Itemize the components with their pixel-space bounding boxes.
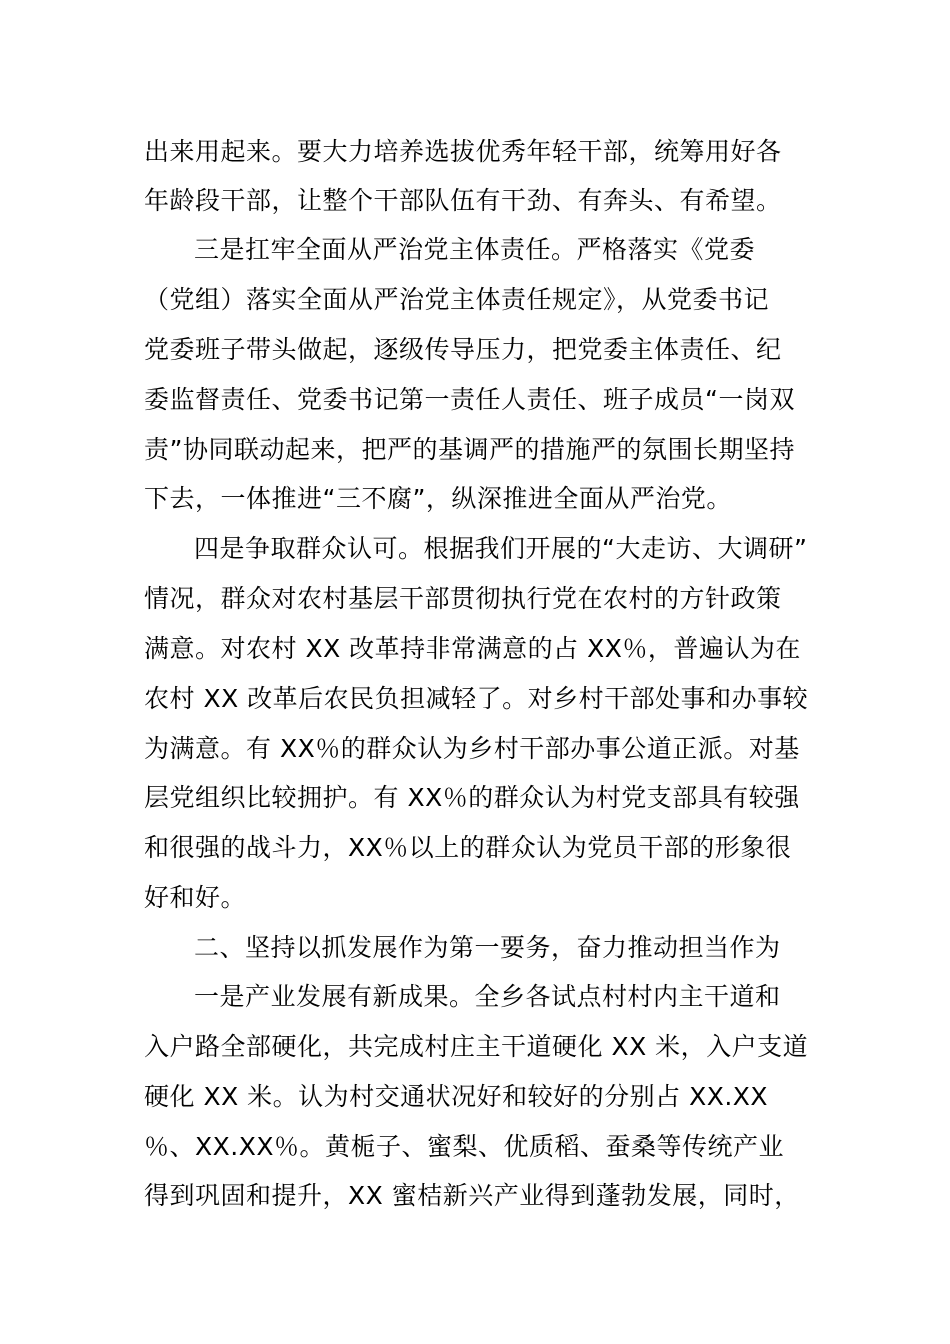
paragraph-start-line: 一是产业发展有新成果。全乡各试点村村内主干道和 xyxy=(194,982,781,1011)
section-heading: 二、坚持以抓发展作为第一要务，奋力推动担当作为 xyxy=(194,933,781,962)
text-line: 得到巩固和提升，XX 蜜桔新兴产业得到蓬勃发展，同时， xyxy=(144,1181,800,1210)
text-line: 委监督责任、党委书记第一责任人责任、班子成员“一岗双 xyxy=(144,385,795,414)
text-line: 层党组织比较拥护。有 XX％的群众认为村党支部具有较强 xyxy=(144,783,800,812)
text-line: 入户路全部硬化，共完成村庄主干道硬化 XX 米，入户支道 xyxy=(144,1032,809,1061)
text-line: 好和好。 xyxy=(144,883,247,912)
text-line: （党组）落实全面从严治党主体责任规定》，从党委书记 xyxy=(144,285,770,314)
paragraph-start-line: 四是争取群众认可。根据我们开展的“大走访、大调研” xyxy=(194,534,808,563)
text-line: 年龄段干部，让整个干部队伍有干劲、有奔头、有希望。 xyxy=(144,186,782,215)
text-line: 满意。对农村 XX 改革持非常满意的占 XX％，普遍认为在 xyxy=(144,634,801,663)
text-line: 硬化 XX 米。认为村交通状况好和较好的分别占 XX.XX xyxy=(144,1082,769,1111)
text-line: 责”协同联动起来，把严的基调严的措施严的氛围长期坚持 xyxy=(144,435,795,464)
text-line: 党委班子带头做起，逐级传导压力，把党委主体责任、纪 xyxy=(144,335,782,364)
text-line: 下去，一体推进“三不腐”，纵深推进全面从严治党。 xyxy=(144,484,732,513)
paragraph-start-line: 三是扛牢全面从严治党主体责任。严格落实《党委 xyxy=(194,235,756,264)
text-line: 出来用起来。要大力培养选拔优秀年轻干部，统筹用好各 xyxy=(144,137,782,166)
text-line: ％、XX.XX％。黄栀子、蜜梨、优质稻、蚕桑等传统产业 xyxy=(144,1132,784,1161)
text-line: 农村 XX 改革后农民负担减轻了。对乡村干部处事和办事较 xyxy=(144,684,809,713)
text-line: 情况，群众对农村基层干部贯彻执行党在农村的方针政策 xyxy=(144,584,782,613)
text-line: 为满意。有 XX％的群众认为乡村干部办事公道正派。对基 xyxy=(144,734,800,763)
text-line: 和很强的战斗力，XX％以上的群众认为党员干部的形象很 xyxy=(144,833,792,862)
